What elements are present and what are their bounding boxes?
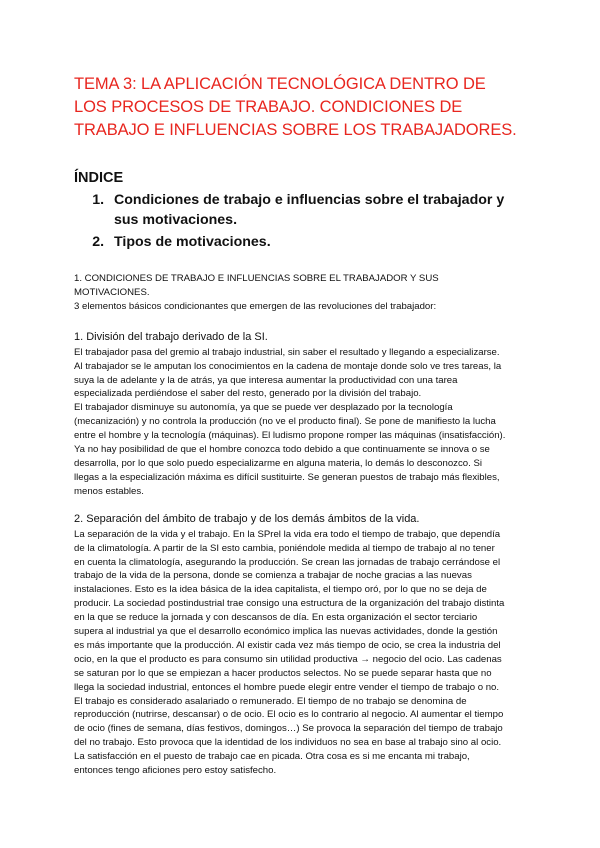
body-line: especializada perdiéndose el saber del resto, generado por la división del trabajo. [74,388,422,400]
body-line: (mecanización) y no controla la producción (no ve el producto final). Se pone de manifiesto la lucha [74,416,496,428]
body-line: trabajo de la vida de la persona, donde se comienza a trabajar de noche gracias a las nuevas [74,570,472,582]
title-line: TRABAJO E INFLUENCIAS SOBRE LOS TRABAJADORES. [74,121,517,139]
body-line: entre el hombre y la tecnología (máquinas). El ludismo propone romper las máquinas (insatisfacción). [74,430,506,442]
body-line: El trabajador pasa del gremio al trabajo industrial, sin saber el resultado y llegando a especializarse. [74,346,500,358]
body-line: suya la de adelante y la de atrás, ya que interesa aumentar la productividad con una tarea [74,374,458,386]
subsection-2 [74,512,526,778]
body-line: supera al industrial ya que el desarrollo económico implica las nuevas actividades, donde la gestión [74,626,498,638]
body-line: del no trabajo. Esto provoca que la identidad de los individuos no sea en base al trabajo sino al ocio. [74,737,502,749]
body-line: de la climatología. A partir de la SI esto cambia, poniéndole medida al tiempo de trabajo al no tener [74,542,495,554]
body-line: en cuenta la climatología, asegurando la producción. Se crean las jornadas de trabajo cerrándose el [74,556,501,568]
subsection-1 [74,330,526,499]
index-heading: ÍNDICE [74,170,124,186]
section-intro-text: 3 elementos básicos condicionantes que emergen de las revoluciones del trabajador: [74,300,437,312]
body-line: Al trabajador se le amputan los conocimientos en la cadena de montaje donde solo ve tres tareas, la [74,360,502,372]
body-line: El trabajo es considerado asalariado o remunerado. El tiempo de no trabajo se denomina de [74,695,467,707]
subsection-1-body [74,346,526,499]
body-line: Ya no hay posibilidad de que el hombre conozca todo debido a que continuamente se innova o se [74,444,490,456]
body-line: llega la sociedad industrial, entonces el hombre puede elegir entre vender el tiempo de trabajo o no. [74,681,500,693]
index-item: 1. Condiciones de trabajo e influencias sobre el trabajador y sus motivaciones. [108,190,526,230]
body-line: llegas a la especialización máxima es difícil sustituirte. Se generan puestos de trabajo más flexibles, [74,471,500,483]
body-line: La separación de la vida y el trabajo. En la SPrel la vida era todo el tiempo de trabajo, que dependía [74,528,501,540]
body-line: es más importante que la producción. Al existir cada vez más tiempo de ocio, se crea la industria del [74,639,501,651]
body-line: La satisfacción en el puesto de trabajo cae en picada. Otra cosa es si me encanta mi trabajo, [74,751,470,763]
section-heading-line: 1. CONDICIONES DE TRABAJO E INFLUENCIAS SOBRE EL TRABAJADOR Y SUS [74,273,439,284]
body-line: menos estables. [74,485,144,497]
body-line: producir. La sociedad postindustrial trae consigo una estructura de la organización del trabajo distinta [74,598,505,610]
body-line: reproducción (nutrirse, descansar) o de ocio. El ocio es lo contrario al negocio. Al aumentar el tiempo [74,709,504,721]
body-line: desarrolla, por lo que solo puedo especializarme en alguna materia, lo demás lo desconozco. Si [74,457,482,469]
subsection-1-heading: 1. División del trabajo derivado de la SI. [74,330,268,343]
index-list [74,190,526,252]
body-line: de ocio (fines de semana, días festivos, domingos…) Se provoca la separación del tiempo de trabajo [74,723,503,735]
index-item: 2. Tipos de motivaciones. [108,232,526,252]
index-section [74,168,526,252]
subsection-2-heading: 2. Separación del ámbito de trabajo y de los demás ámbitos de la vida. [74,512,420,525]
body-line: instalaciones. Esto es la idea básica de la idea capitalista, el tiempo oró, por lo que no se deja de [74,584,487,596]
section-heading-line: MOTIVACIONES. [74,286,150,298]
body-line: ocio, en la que el producto es para consumo sin utilidad productiva → negocio del ocio. Las cadenas [74,653,502,665]
section-1-heading [74,272,526,314]
title-line: LOS PROCESOS DE TRABAJO. CONDICIONES DE [74,98,463,116]
section-1 [74,272,526,314]
body-line: en la que se reduce la jornada y con descansos de día. En esta organización el sector terciario [74,612,478,624]
body-line: El trabajador disminuye su autonomía, ya que se puede ver desplazado por la tecnología [74,402,453,414]
title-line: TEMA 3: LA APLICACIÓN TECNOLÓGICA DENTRO DE [74,75,486,93]
body-line: se saturan por lo que se empiezan a hacer productos selectos. No se puede separar hasta que no [74,667,492,679]
document-title [74,0,526,142]
body-line: entonces tengo aficiones pero estoy satisfecho. [74,765,277,777]
subsection-2-body [74,528,526,778]
